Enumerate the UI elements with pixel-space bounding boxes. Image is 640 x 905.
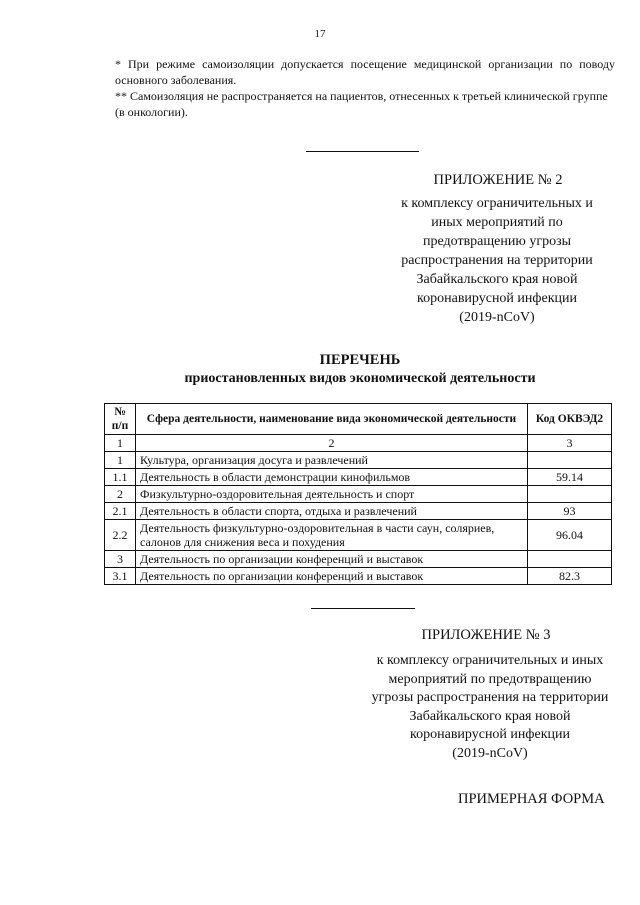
row-name: Деятельность в области спорта, отдыха и развлечений xyxy=(136,503,528,520)
appendix-3-line: (2019-nCoV) xyxy=(452,745,528,761)
appendix-2-line: коронавирусной инфекции xyxy=(417,291,577,306)
appendix-2-subtitle xyxy=(380,194,614,327)
separator-line xyxy=(311,608,415,609)
appendix-3-line: мероприятий по предотвращению xyxy=(388,671,592,687)
appendix-2-line: (2019-nCoV) xyxy=(459,310,535,325)
table-header-row xyxy=(105,404,612,435)
row-code xyxy=(528,452,612,469)
sample-form-label: ПРИМЕРНАЯ ФОРМА xyxy=(458,791,605,807)
appendix-2-line: иных мероприятий по xyxy=(431,215,563,230)
row-name: Деятельность физкультурно-оздоровительная в части саун, соляриев, салонов для снижения веса и похудения xyxy=(136,520,528,551)
list-title: ПЕРЕЧЕНЬ xyxy=(319,352,401,368)
appendix-3-line: Забайкальского края новой xyxy=(409,708,571,724)
table-row xyxy=(105,486,612,503)
appendix-3-line: к комплексу ограничительных и иных xyxy=(376,653,604,668)
row-code xyxy=(528,486,612,503)
list-subtitle: приостановленных видов экономической деятельности xyxy=(184,371,536,386)
page-number: 17 xyxy=(314,28,326,40)
row-name: Физкультурно-оздоровительная деятельность и спорт xyxy=(136,486,528,503)
column-numbers-row xyxy=(105,435,612,452)
table-row xyxy=(105,520,612,551)
appendix-2-title: ПРИЛОЖЕНИЕ № 2 xyxy=(433,172,563,188)
header-name: Сфера деятельности, наименование вида экономической деятельности xyxy=(136,404,528,435)
appendix-3-subtitle xyxy=(345,652,635,763)
footnote-self-isolation-visit: * При режиме самоизоляции допускается посещение медицинской организации по поводу основного заболевания. xyxy=(115,57,615,87)
table-row xyxy=(105,452,612,469)
table-row xyxy=(105,551,612,568)
row-name: Деятельность по организации конференций и выставок xyxy=(136,551,528,568)
appendix-3-line: коронавирусной инфекции xyxy=(410,727,570,742)
row-name: Деятельность по организации конференций и выставок xyxy=(136,568,528,585)
column-number: 2 xyxy=(136,435,528,452)
column-number: 3 xyxy=(528,435,612,452)
appendix-2-line: предотвращению угрозы xyxy=(422,234,572,249)
row-num: 2 xyxy=(105,486,136,503)
footnotes xyxy=(115,56,615,120)
row-num: 1 xyxy=(105,452,136,469)
table-row xyxy=(105,469,612,486)
appendix-2-line: к комплексу ограничительных и xyxy=(401,196,593,211)
row-num: 2.1 xyxy=(105,503,136,520)
column-number: 1 xyxy=(105,435,136,452)
row-name: Культура, организация досуга и развлечений xyxy=(136,452,528,469)
appendix-3-title: ПРИЛОЖЕНИЕ № 3 xyxy=(421,627,551,643)
table-row xyxy=(105,568,612,585)
activities-table xyxy=(104,403,612,585)
separator-line xyxy=(306,151,419,152)
table-row xyxy=(105,503,612,520)
row-num: 3.1 xyxy=(105,568,136,585)
row-code: 93 xyxy=(528,503,612,520)
row-num: 3 xyxy=(105,551,136,568)
header-code: Код ОКВЭД2 xyxy=(528,404,612,435)
row-code xyxy=(528,551,612,568)
footnote-self-isolation-oncology: ** Самоизоляция не распространяется на пациентов, отнесенных к третьей клинической группе (в онкологии). xyxy=(115,89,608,119)
row-code: 59.14 xyxy=(528,469,612,486)
row-code: 82.3 xyxy=(528,568,612,585)
appendix-2-line: Забайкальского края новой xyxy=(416,272,578,287)
row-code: 96.04 xyxy=(528,520,612,551)
row-num: 2.2 xyxy=(105,520,136,551)
row-name: Деятельность в области демонстрации кинофильмов xyxy=(136,469,528,486)
header-num: № п/п xyxy=(105,404,136,435)
appendix-3-line: угрозы распространения на территории xyxy=(371,690,609,705)
row-num: 1.1 xyxy=(105,469,136,486)
appendix-2-line: распространения на территории xyxy=(401,253,593,268)
